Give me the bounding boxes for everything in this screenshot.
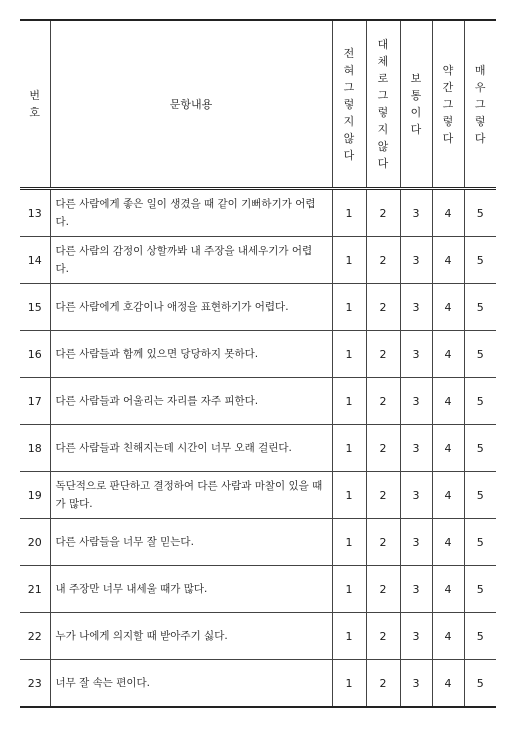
table-row	[20, 472, 496, 519]
table-row	[20, 189, 496, 237]
row-number: 17	[20, 378, 50, 425]
row-number: 19	[20, 472, 50, 519]
row-number: 23	[20, 660, 50, 708]
scale-option-3[interactable]: 3	[400, 472, 432, 519]
row-question-text: 다른 사람의 감정이 상할까봐 내 주장을 내세우기가 어렵다.	[50, 237, 332, 284]
row-number: 18	[20, 425, 50, 472]
header-scale-5	[464, 20, 496, 189]
header-number	[20, 20, 50, 189]
scale-option-5[interactable]: 5	[464, 189, 496, 237]
scale-option-2[interactable]: 2	[366, 331, 400, 378]
row-question-text: 독단적으로 판단하고 결정하여 다른 사람과 마찰이 있을 때가 많다.	[50, 472, 332, 519]
scale-option-2[interactable]: 2	[366, 237, 400, 284]
row-number: 14	[20, 237, 50, 284]
scale-option-3[interactable]: 3	[400, 189, 432, 237]
header-scale-label: 약간그렇다	[442, 63, 454, 145]
scale-option-4[interactable]: 4	[432, 472, 464, 519]
table-row	[20, 660, 496, 708]
scale-option-2[interactable]: 2	[366, 189, 400, 237]
scale-option-3[interactable]: 3	[400, 237, 432, 284]
scale-option-1[interactable]: 1	[332, 425, 366, 472]
scale-option-3[interactable]: 3	[400, 284, 432, 331]
scale-option-2[interactable]: 2	[366, 519, 400, 566]
table-row	[20, 331, 496, 378]
row-question-text: 너무 잘 속는 편이다.	[50, 660, 332, 708]
scale-option-1[interactable]: 1	[332, 189, 366, 237]
scale-option-3[interactable]: 3	[400, 331, 432, 378]
scale-option-3[interactable]: 3	[400, 660, 432, 708]
scale-option-2[interactable]: 2	[366, 472, 400, 519]
scale-option-4[interactable]: 4	[432, 189, 464, 237]
header-scale-1	[332, 20, 366, 189]
row-number: 13	[20, 189, 50, 237]
scale-option-5[interactable]: 5	[464, 425, 496, 472]
row-number: 15	[20, 284, 50, 331]
scale-option-4[interactable]: 4	[432, 237, 464, 284]
table-row	[20, 425, 496, 472]
scale-option-1[interactable]: 1	[332, 660, 366, 708]
scale-option-1[interactable]: 1	[332, 331, 366, 378]
scale-option-2[interactable]: 2	[366, 613, 400, 660]
row-question-text: 다른 사람에게 호감이나 애정을 표현하기가 어렵다.	[50, 284, 332, 331]
scale-option-5[interactable]: 5	[464, 613, 496, 660]
scale-option-5[interactable]: 5	[464, 660, 496, 708]
scale-option-5[interactable]: 5	[464, 519, 496, 566]
scale-option-2[interactable]: 2	[366, 660, 400, 708]
row-question-text: 내 주장만 너무 내세울 때가 많다.	[50, 566, 332, 613]
scale-option-1[interactable]: 1	[332, 472, 366, 519]
row-question-text: 누가 나에게 의지할 때 받아주기 싫다.	[50, 613, 332, 660]
scale-option-1[interactable]: 1	[332, 566, 366, 613]
header-scale-3	[400, 20, 432, 189]
scale-option-3[interactable]: 3	[400, 566, 432, 613]
table-row	[20, 613, 496, 660]
header-scale-label: 보통이다	[410, 72, 422, 136]
scale-option-4[interactable]: 4	[432, 613, 464, 660]
scale-option-4[interactable]: 4	[432, 566, 464, 613]
header-item	[50, 20, 332, 189]
scale-option-1[interactable]: 1	[332, 378, 366, 425]
scale-option-4[interactable]: 4	[432, 660, 464, 708]
scale-option-3[interactable]: 3	[400, 378, 432, 425]
table-row	[20, 566, 496, 613]
scale-option-5[interactable]: 5	[464, 237, 496, 284]
survey-table	[20, 19, 496, 708]
scale-option-5[interactable]: 5	[464, 331, 496, 378]
row-number: 20	[20, 519, 50, 566]
row-question-text: 다른 사람에게 좋은 일이 생겼을 때 같이 기뻐하기가 어렵다.	[50, 189, 332, 237]
scale-option-1[interactable]: 1	[332, 237, 366, 284]
scale-option-2[interactable]: 2	[366, 378, 400, 425]
header-row	[20, 20, 496, 189]
scale-option-1[interactable]: 1	[332, 613, 366, 660]
row-number: 16	[20, 331, 50, 378]
scale-option-3[interactable]: 3	[400, 519, 432, 566]
header-scale-label: 매우그렇다	[474, 63, 486, 145]
scale-option-2[interactable]: 2	[366, 284, 400, 331]
header-scale-2	[366, 20, 400, 189]
row-question-text: 다른 사람들을 너무 잘 믿는다.	[50, 519, 332, 566]
row-question-text: 다른 사람들과 친해지는데 시간이 너무 오래 걸린다.	[50, 425, 332, 472]
table-row	[20, 378, 496, 425]
row-number: 21	[20, 566, 50, 613]
scale-option-2[interactable]: 2	[366, 425, 400, 472]
scale-option-4[interactable]: 4	[432, 284, 464, 331]
scale-option-3[interactable]: 3	[400, 613, 432, 660]
scale-option-3[interactable]: 3	[400, 425, 432, 472]
header-scale-label: 전혀그렇지않다	[343, 46, 355, 162]
header-scale-4	[432, 20, 464, 189]
scale-option-4[interactable]: 4	[432, 378, 464, 425]
row-question-text: 다른 사람들과 어울리는 자리를 자주 피한다.	[50, 378, 332, 425]
scale-option-5[interactable]: 5	[464, 566, 496, 613]
scale-option-1[interactable]: 1	[332, 519, 366, 566]
scale-option-4[interactable]: 4	[432, 331, 464, 378]
scale-option-1[interactable]: 1	[332, 284, 366, 331]
table-row	[20, 284, 496, 331]
scale-option-5[interactable]: 5	[464, 284, 496, 331]
row-number: 22	[20, 613, 50, 660]
scale-option-4[interactable]: 4	[432, 425, 464, 472]
header-scale-label: 대체로그렇지않다	[377, 38, 389, 170]
header-item-label: 문항내용	[169, 98, 213, 111]
row-question-text: 다른 사람들과 함께 있으면 당당하지 못하다.	[50, 331, 332, 378]
scale-option-5[interactable]: 5	[464, 472, 496, 519]
scale-option-2[interactable]: 2	[366, 566, 400, 613]
header-number-label: 번호	[29, 89, 41, 119]
table-row	[20, 237, 496, 284]
survey-body	[20, 189, 496, 708]
scale-option-5[interactable]: 5	[464, 378, 496, 425]
scale-option-4[interactable]: 4	[432, 519, 464, 566]
table-row	[20, 519, 496, 566]
